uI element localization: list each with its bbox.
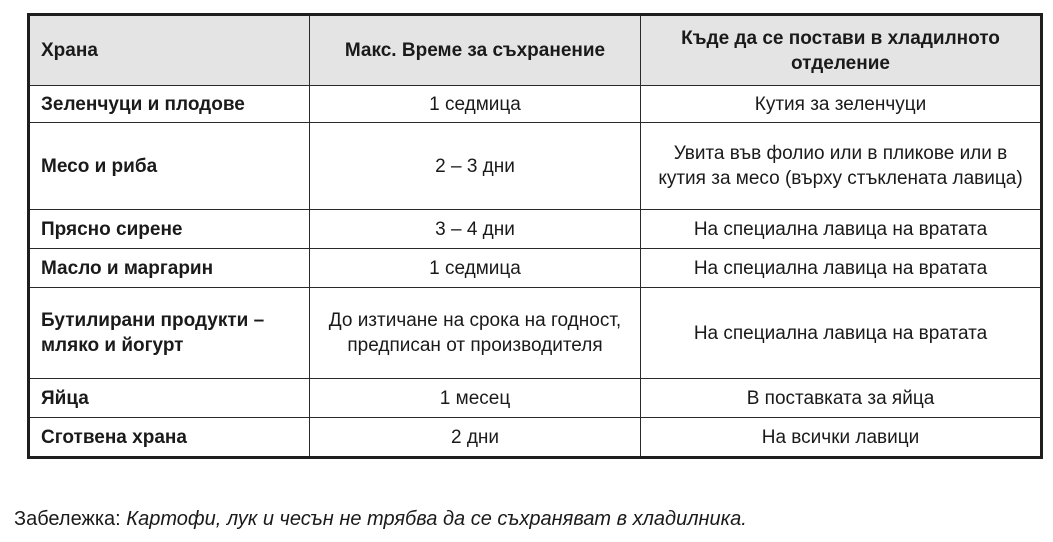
place-cell: На всички лавици [641,418,1042,458]
time-cell: 2 – 3 дни [310,123,641,210]
table-row [29,210,1042,249]
header-placement: Къде да се постави в хладилното отделение [641,15,1042,86]
footnote [14,508,747,531]
footnote-label: Забележка: [14,508,121,530]
table-header-row [29,15,1042,86]
place-cell: Увита във фолио или в пликове или в кутия за месо (върху стъклената лавица) [641,123,1042,210]
place-cell: На специална лавица на вратата [641,288,1042,379]
table-row [29,288,1042,379]
storage-table [27,13,1043,459]
time-cell: 1 седмица [310,249,641,288]
time-cell: 1 седмица [310,86,641,123]
table-row [29,86,1042,123]
footnote-text: Картофи, лук и чесън не трябва да се съхраняват в хладилника. [126,508,747,530]
header-food: Храна [29,15,310,86]
place-cell: В поставката за яйца [641,379,1042,418]
place-cell: На специална лавица на вратата [641,210,1042,249]
food-cell: Зеленчуци и плодове [29,86,310,123]
time-cell: 1 месец [310,379,641,418]
food-cell: Яйца [29,379,310,418]
food-cell: Масло и маргарин [29,249,310,288]
time-cell: До изтичане на срока на годност, предписан от производителя [310,288,641,379]
food-cell: Бутилирани продукти – мляко и йогурт [29,288,310,379]
place-cell: На специална лавица на вратата [641,249,1042,288]
header-max-time: Макс. Време за съхранение [310,15,641,86]
food-cell: Прясно сирене [29,210,310,249]
table-row [29,418,1042,458]
time-cell: 2 дни [310,418,641,458]
table-row [29,123,1042,210]
food-cell: Месо и риба [29,123,310,210]
table-row [29,249,1042,288]
place-cell: Кутия за зеленчуци [641,86,1042,123]
food-cell: Сготвена храна [29,418,310,458]
table-row [29,379,1042,418]
time-cell: 3 – 4 дни [310,210,641,249]
